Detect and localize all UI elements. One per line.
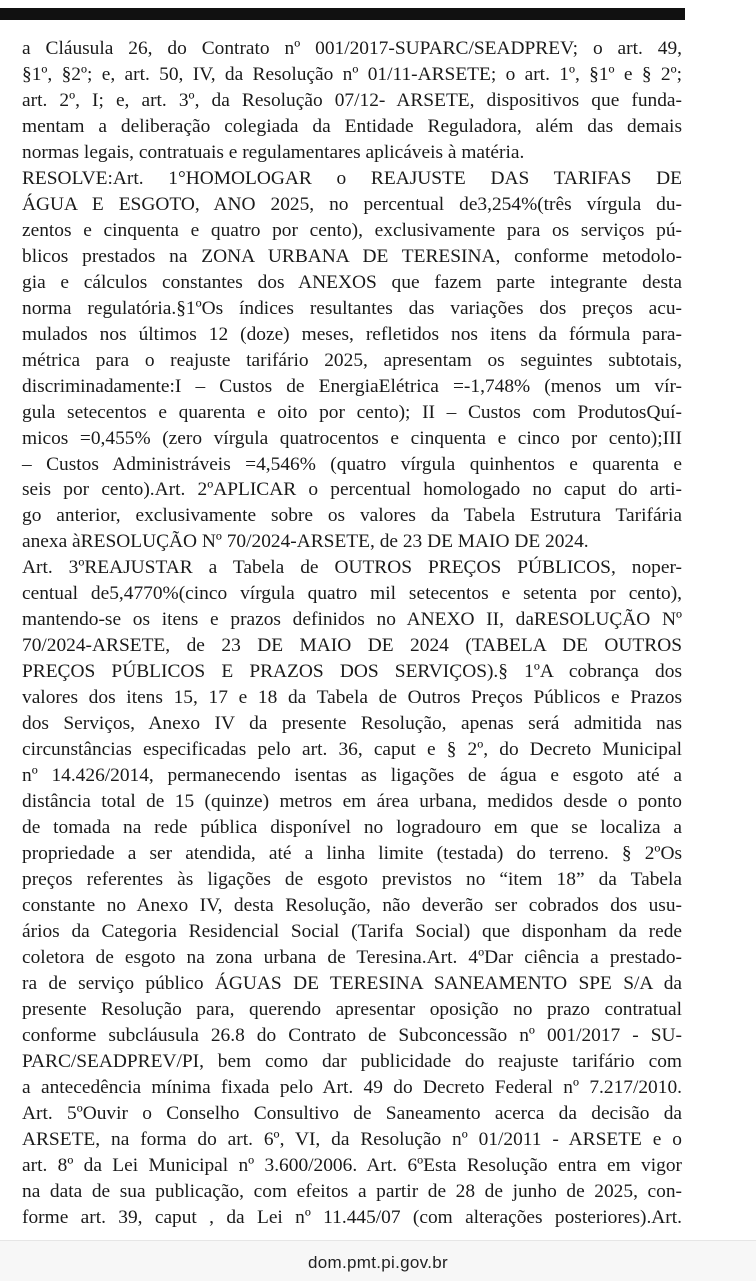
document-text-line: circunstâncias especificadas pelo art. 36, caput e § 2º, do Decreto Municipal: [22, 739, 682, 761]
document-text-line: PREÇOS PÚBLICOS E PRAZOS DOS SERVIÇOS).§ 1ºA cobrança dos: [22, 661, 682, 683]
document-body-text: [22, 36, 682, 1231]
document-text-line: discriminadamente:I – Custos de EnergiaElétrica =-1,748% (menos um vír-: [22, 375, 682, 397]
document-text-line: ários da Categoria Residencial Social (Tarifa Social) que disponham da rede: [22, 920, 682, 942]
document-text-line: a antecedência mínima fixada pelo Art. 49 do Decreto Federal nº 7.217/2010.: [22, 1076, 682, 1098]
document-text-line: norma regulatória.§1ºOs índices resultantes das variações dos preços acu-: [22, 297, 682, 319]
document-text-line: ARSETE, na forma do art. 6º, VI, da Resolução nº 01/2011 - ARSETE e o: [22, 1128, 682, 1150]
document-text-line: micos =0,455% (zero vírgula quatrocentos e cinquenta e cinco por cento);III: [22, 427, 682, 449]
document-text-line: seis por cento).Art. 2ºAPLICAR o percentual homologado no caput do arti-: [22, 479, 682, 501]
document-text-line: métrica para o reajuste tarifário 2025, apresentam os seguintes subtotais,: [22, 349, 682, 371]
document-text-line: ra de serviço público ÁGUAS DE TERESINA SANEAMENTO SPE S/A da: [22, 972, 682, 994]
document-text-line: mentam a deliberação colegiada da Entidade Reguladora, além das demais: [22, 115, 682, 137]
page-top-border: [0, 8, 685, 20]
document-text-line: conforme subcláusula 26.8 do Contrato de Subconcessão nº 001/2017 - SU-: [22, 1024, 682, 1046]
document-text-line: blicos prestados na ZONA URBANA DE TERESINA, conforme metodolo-: [22, 245, 682, 267]
document-text-line: art. 8º da Lei Municipal nº 3.600/2006. Art. 6ºEsta Resolução entra em vigor: [22, 1154, 682, 1176]
document-text-line: – Custos Administráveis =4,546% (quatro vírgula quinhentos e quarenta e: [22, 453, 682, 475]
document-text-line: Art. 5ºOuvir o Conselho Consultivo de Saneamento acerca da decisão da: [22, 1102, 682, 1124]
document-text-line: dos Serviços, Anexo IV da presente Resolução, apenas será admitida nas: [22, 713, 682, 735]
document-text-line: PARC/SEADPREV/PI, bem como dar publicidade do reajuste tarifário com: [22, 1050, 682, 1072]
document-text-line: ÁGUA E ESGOTO, ANO 2025, no percentual de3,254%(três vírgula du-: [22, 193, 682, 215]
document-text-line: mulados nos últimos 12 (doze) meses, refletidos nos itens da fórmula para-: [22, 323, 682, 345]
document-text-line: nº 14.426/2014, permanecendo isentas as ligações de água e esgoto até a: [22, 765, 682, 787]
document-text-line: Art. 3ºREAJUSTAR a Tabela de OUTROS PREÇOS PÚBLICOS, noper-: [22, 557, 682, 579]
document-text-line: normas legais, contratuais e regulamentares aplicáveis à matéria.: [22, 141, 525, 163]
browser-address-bar[interactable]: [0, 1240, 756, 1281]
document-text-line: valores dos itens 15, 17 e 18 da Tabela de Outros Preços Públicos e Prazos: [22, 687, 682, 709]
document-text-line: propriedade a ser atendida, até a linha limite (testada) do terreno. § 2ºOs: [22, 843, 682, 865]
document-text-line: constante no Anexo IV, desta Resolução, não deverão ser cobrados dos usu-: [22, 894, 682, 916]
document-text-line: 70/2024-ARSETE, de 23 DE MAIO DE 2024 (TABELA DE OUTROS: [22, 635, 682, 657]
document-text-line: a Cláusula 26, do Contrato nº 001/2017-SUPARC/SEADPREV; o art. 49,: [22, 38, 682, 59]
document-text-line: go anterior, exclusivamente sobre os valores da Tabela Estrutura Tarifária: [22, 505, 682, 527]
document-text-line: gula setecentos e quarenta e oito por cento); II – Custos com ProdutosQuí-: [22, 401, 682, 423]
document-text-line: anexa àRESOLUÇÃO Nº 70/2024-ARSETE, de 23 DE MAIO DE 2024.: [22, 531, 589, 553]
document-text-line: mantendo-se os itens e prazos definidos no ANEXO II, daRESOLUÇÃO Nº: [22, 609, 682, 631]
document-text-line: de tomada na rede pública disponível no logradouro em que se localiza a: [22, 817, 682, 839]
document-text-line: presente Resolução para, querendo apresentar oposição no prazo contratual: [22, 998, 682, 1020]
document-text-line: RESOLVE:Art. 1°HOMOLOGAR o REAJUSTE DAS TARIFAS DE: [22, 167, 682, 189]
document-text-line: distância total de 15 (quinze) metros em área urbana, medidos desde o ponto: [22, 791, 682, 813]
document-text-line: centual de5,4770%(cinco vírgula quatro mil setecentos e setenta por cento),: [22, 583, 682, 605]
url-label[interactable]: dom.pmt.pi.gov.br: [308, 1253, 448, 1272]
document-text-line: art. 2º, I; e, art. 3º, da Resolução 07/12- ARSETE, dispositivos que funda-: [22, 89, 682, 111]
document-text-line: §1º, §2º; e, art. 50, IV, da Resolução nº 01/11-ARSETE; o art. 1º, §1º e § 2º;: [22, 63, 682, 85]
document-text-line: na data de sua publicação, com efeitos a partir de 28 de junho de 2025, con-: [22, 1180, 682, 1202]
document-text-line: zentos e cinquenta e quatro por cento), exclusivamente para os serviços pú-: [22, 219, 682, 241]
document-text-line: forme art. 39, caput , da Lei nº 11.445/07 (com alterações posteriores).Art.: [22, 1206, 682, 1228]
document-text-line: gia e cálculos constantes dos ANEXOS que fazem parte integrante desta: [22, 271, 682, 293]
document-text-line: coletora de esgoto na zona urbana de Teresina.Art. 4ºDar ciência a prestado-: [22, 946, 682, 968]
document-text-line: preços referentes às ligações de esgoto previstos no “item 18” da Tabela: [22, 869, 682, 890]
